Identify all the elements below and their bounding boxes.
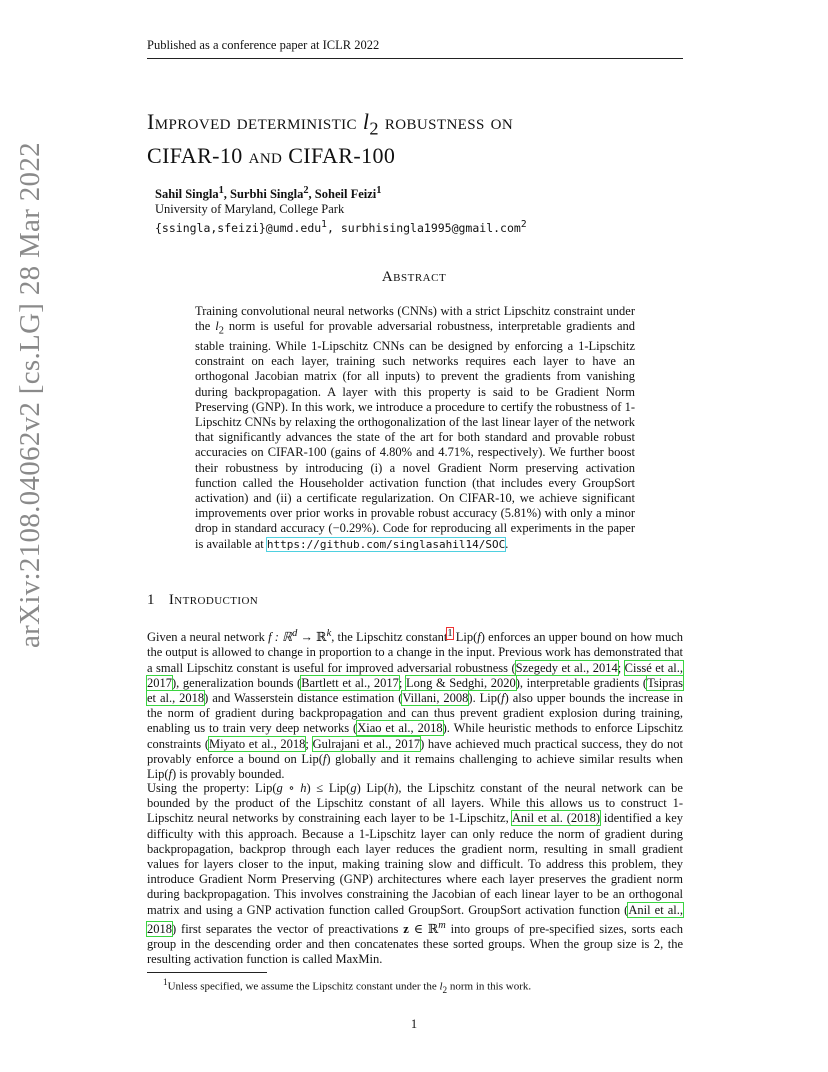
- running-header: Published as a conference paper at ICLR 2022: [147, 38, 683, 59]
- citation-link[interactable]: Tsipras et al., 2018: [147, 675, 683, 705]
- author-2: Surbhi Singla: [230, 187, 304, 202]
- citation-link[interactable]: Cissé et al., 2017: [147, 660, 683, 690]
- footnote: $^1$Unless specified, we assume the Lipschitz constant under the $l_2$ norm in this work.: [163, 977, 532, 995]
- author-3-affil: 1: [376, 185, 382, 196]
- section-title: Introduction: [168, 592, 259, 608]
- section-heading-introduction: [147, 592, 258, 609]
- footnote-mark: 1: [163, 977, 168, 987]
- section-number: 1: [147, 592, 155, 608]
- title-math-l: l: [362, 109, 370, 134]
- title-line1-post: robustness on: [378, 109, 514, 134]
- author-1-affil: 1: [218, 185, 224, 196]
- intro-paragraph-2: Using the property: Lip(g ∘ h) ≤ Lip(g) Lip(h), the Lipschitz constant of the neural network can be bounded by the product of the Lipschitz constant of all layers. While this allows us to construct 1-Lipschitz neural networks by constraining each layer to be 1-Lipschitz, Anil et al. (2018) identified a key difficulty with this approach. Because a 1-Lipschitz layer can only reduce the norm of gradient during backpropagation, backprop through each layer reduces the gradient norm, resulting in small gradient values for layers closer to the input, making training slow and difficult. To address this problem, they introduce Gradient Norm Preserving (GNP) architectures where each layer preserves the gradient norm during backpropagation. This involves constraining the Jacobian of each linear layer to be an orthogonal matrix and using a GNP activation function called GroupSort. GroupSort activation function (Anil et al., 2018) first separates the vector of preactivations z ∈ ℝ$^m$ into groups of pre-specified sizes, sorts each group in the descending order and then concatenates these sorted groups. When the group size is 2, the resulting activation function is called MaxMin.: [147, 781, 684, 967]
- citation-link[interactable]: Xiao et al., 2018: [357, 721, 443, 736]
- citation-link[interactable]: Anil et al. (2018): [511, 811, 601, 826]
- footnote-link[interactable]: 1: [447, 628, 453, 639]
- author-3: Soheil Feizi: [314, 187, 377, 202]
- citation-link[interactable]: Long & Sedghi, 2020: [405, 675, 516, 690]
- citation-link[interactable]: Szegedy et al., 2014: [515, 660, 618, 675]
- author-block: [155, 183, 675, 236]
- email-1[interactable]: {ssingla,sfeizi}@umd.edu: [155, 220, 322, 235]
- intro-paragraph-1: Given a neural network f : ℝ$^d$ → ℝ$^k$, the Lipschitz constant$^1$ Lip(f) enforces an upper bound on how much the output is allowed to change in proportion to a change in the input. Previous work has demonstrated that a small Lipschitz constant is useful for improved adversarial robustness (Szegedy et al., 2014; Cissé et al., 2017), generalization bounds (Bartlett et al., 2017; Long & Sedghi, 2020), interpretable gradients (Tsipras et al., 2018) and Wasserstein distance estimation (Villani, 2008). Lip(f) also upper bounds the increase in the norm of gradient during backpropagation and can thus prevent gradient explosion during training, enabling us to train very deep networks (Xiao et al., 2018). While heuristic methods to enforce Lipschitz constraints (Miyato et al., 2018; Gulrajani et al., 2017) have achieved much practical success, they do not provably enforce a bound on Lip(f) globally and it remains challenging to achieve similar results when Lip(f) is provably bounded.: [147, 628, 684, 781]
- title-math-sub: 2: [369, 118, 379, 139]
- author-1: Sahil Singla: [155, 187, 219, 202]
- author-names: Sahil Singla$^1$, Surbhi Singla$^2$, Soheil Feizi$^1$: [155, 185, 382, 202]
- author-2-affil: 2: [303, 185, 309, 196]
- affiliation: University of Maryland, College Park: [155, 202, 345, 217]
- footnote-divider: [147, 972, 267, 973]
- groupsort-term: GroupSort: [582, 475, 635, 490]
- citation-link[interactable]: Anil et al., 2018: [147, 902, 684, 936]
- email-2[interactable]: surbhisingla1995@gmail.com: [340, 220, 521, 235]
- citation-link[interactable]: Bartlett et al., 2017: [301, 675, 399, 690]
- abstract-text: Training convolutional neural networks (CNNs) with a strict Lipschitz constraint under the $l_2$ norm is useful for provable adversarial robustness, interpretable gradients and stable training. While 1-Lipschitz CNNs can be designed by enforcing a 1-Lipschitz constraint on each layer, training such networks requires each layer to have an orthogonal Jacobian matrix (for all inputs) to prevent the gradients from vanishing during backpropagation. A layer with this property is said to be Gradient Norm Preserving (GNP). In this work, we introduce a procedure to certify the robustness of 1-Lipschitz CNNs by relaxing the orthogonalization of the last linear layer of the network that significantly advances the state of the art for both standard and provable robust accuracies on CIFAR-100 (gains of 4.80% and 4.71%, respectively). We further boost their robustness by introducing (i) a novel Gradient Norm preserving activation function called the Householder activation function (that includes every GroupSort activation) and (ii) a certificate regularization. On CIFAR-10, we achieve significant improvements over prior works in provable robust accuracy (5.81%) with only a minor drop in standard accuracy (−0.29%). Code for reproducing all experiments in the paper is available at https://github.com/singlasahil14/SOC.: [195, 304, 635, 551]
- citation-link[interactable]: Gulrajani et al., 2017: [312, 736, 421, 751]
- citation-link[interactable]: Villani, 2008: [402, 690, 469, 705]
- title-line1-pre: Improved deterministic: [147, 109, 363, 134]
- arxiv-id: arXiv:2108.04062v2 [cs.LG] 28 Mar 2022: [14, 142, 46, 648]
- page-number: 1: [410, 1017, 418, 1031]
- title-line2: CIFAR-10 and CIFAR-100: [147, 143, 396, 169]
- author-emails: {ssingla,sfeizi}@umd.edu$^1$, surbhisingla1995@gmail.com$^2$: [155, 219, 527, 235]
- paper-title: [147, 108, 707, 169]
- citation-link[interactable]: Miyato et al., 2018: [209, 736, 306, 751]
- code-url-link[interactable]: https://github.com/singlasahil14/SOC: [266, 537, 506, 551]
- abstract-heading: Abstract: [381, 269, 447, 285]
